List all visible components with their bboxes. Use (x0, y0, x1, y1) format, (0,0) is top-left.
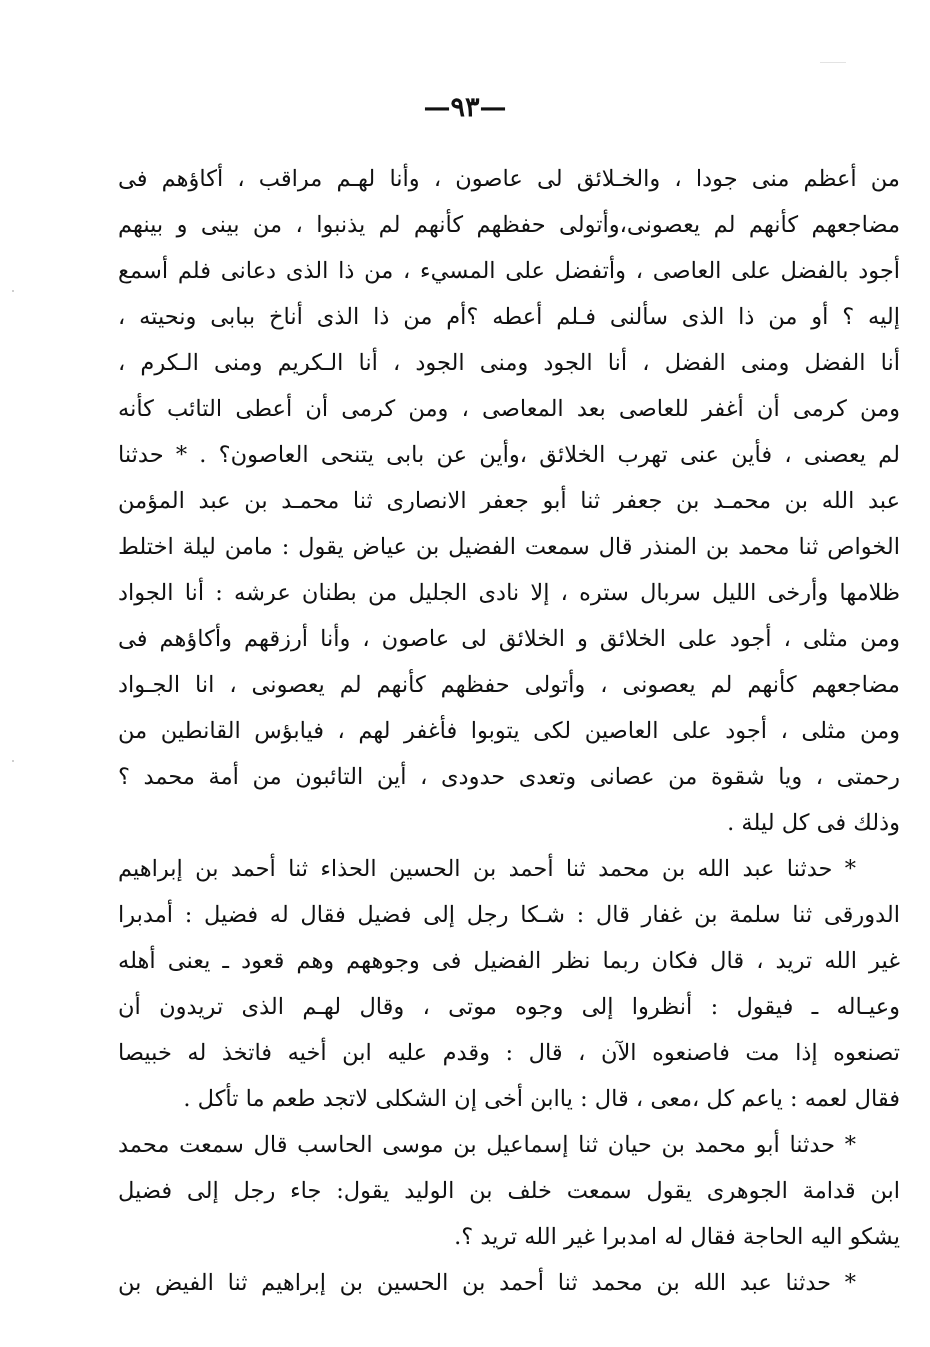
text-line: ابن قدامة الجوهرى يقول سمعت خلف بن الوليد يقول: جاء رجل إلى فضيل (118, 1178, 900, 1204)
text-line: رحمتى ، ويا شقوة من عصانى وتعدى حدودى ، أين التائبون من أمة محمد ؟ (118, 764, 900, 790)
page-number: —٩٣— (423, 92, 507, 123)
text-line: مضاجعهم كأنهم لم يعصونى ، وأتولى حفظهم كأنهم لم يعصونى ، انا الجـواد (118, 672, 900, 698)
text-line: * حدثنا أبو محمد بن حيان ثنا إسماعيل بن موسى الحاسب قال سمعت محمد (118, 1132, 856, 1158)
text-line: * حدثنا عبد الله بن محمد ثنا أحمد بن الحسين الحذاء ثنا أحمد بن إبراهيم (118, 856, 856, 882)
scan-speck (12, 290, 14, 292)
text-line: الدورقى ثنا سلمة بن غفار قال : شـكا رجل إلى فضيل فقال له فضيل : أمدبرا (118, 902, 900, 928)
text-line: أنا الفضل ومنى الفضل ، أنا الجود ومنى الجود ، أنا الـكريم ومنى الـكرم ، (118, 350, 900, 376)
text-line: وذلك فى كل ليلة . (727, 810, 900, 836)
text-line: أجود بالفضل على العاصى ، وأتفضل على المسيء ، من ذا الذى دعانى فلم أسمع (118, 258, 900, 284)
scan-speck (12, 760, 14, 762)
text-line: * حدثنا عبد الله بن محمد ثنا أحمد بن الحسين بن إبراهيم ثنا الفيض بن (118, 1270, 856, 1296)
text-line: إليه ؟ أو من ذا الذى سألنى فـلم أعطه ؟أم من ذا الذى أناخ ببابى ونحيته ، (118, 304, 900, 330)
text-line: الخواص ثنا محمد بن المنذر قال سمعت الفضيل بن عياض يقول : مامن ليلة اختلط (118, 534, 900, 560)
text-line: عبد الله بن محمـد بن جعفر ثنا أبو جعفر الانصارى ثنا محمـد بن عبد المؤمن (118, 488, 900, 514)
text-line: ومن كرمى أن أغفر للعاصى بعد المعاصى ، ومن كرمى أن أعطى التائب كأنه (118, 396, 900, 422)
text-line: ومن مثلى ، أجود على الخلائق و الخلائق لى عاصون ، وأنا أرزقهم وأكاؤهم فى (118, 626, 900, 652)
text-line: تصنعوه إذا مت فاصنعوه الآن ، قال : وقدم عليه ابن أخيه فاتخذ له خبيصا (118, 1040, 900, 1066)
text-line: من أعظم منى جودا ، والخـلائق لى عاصون ، وأنا لهـم مراقب ، أكاؤهم فى (118, 166, 900, 192)
text-line: وعيـاله ـ فيقول : أنظروا إلى وجوه موتى ، وقال لهـم الذى تريدون أن (118, 994, 900, 1020)
scan-speck (820, 62, 846, 63)
text-line: غير الله تريد ، قال فكان ربما نظر الفضيل فى وجوههم وهم قعود ـ يعنى أهله (118, 948, 900, 974)
text-line: لم يعصنى ، فأين عنى تهرب الخلائق ،وأين عن بابى يتنحى العاصون؟ . * حدثنا (118, 442, 900, 468)
text-line: يشكو اليه الحاجة فقال له امدبرا غير الله تريد ؟. (454, 1224, 900, 1250)
text-line: فقال لعمه : ياعم كل ،معى ، قال : ياابن أخى إن الشكلى لاتجد طعم ما تأكل . (183, 1086, 900, 1112)
text-line: ومن مثلى ، أجود على العاصين لكى يتوبوا فأغفر لهم ، فيابؤس القانطين من (118, 718, 900, 744)
text-line: ظلامها وأرخى الليل سربال ستره ، إلا نادى الجليل من بطنان عرشه : أنا الجواد (118, 580, 900, 606)
text-body (118, 156, 900, 1306)
text-line: مضاجعهم كأنهم لم يعصونى،وأتولى حفظهم كأنهم لم يذنبوا ، من بينى و بينهم (118, 212, 900, 238)
